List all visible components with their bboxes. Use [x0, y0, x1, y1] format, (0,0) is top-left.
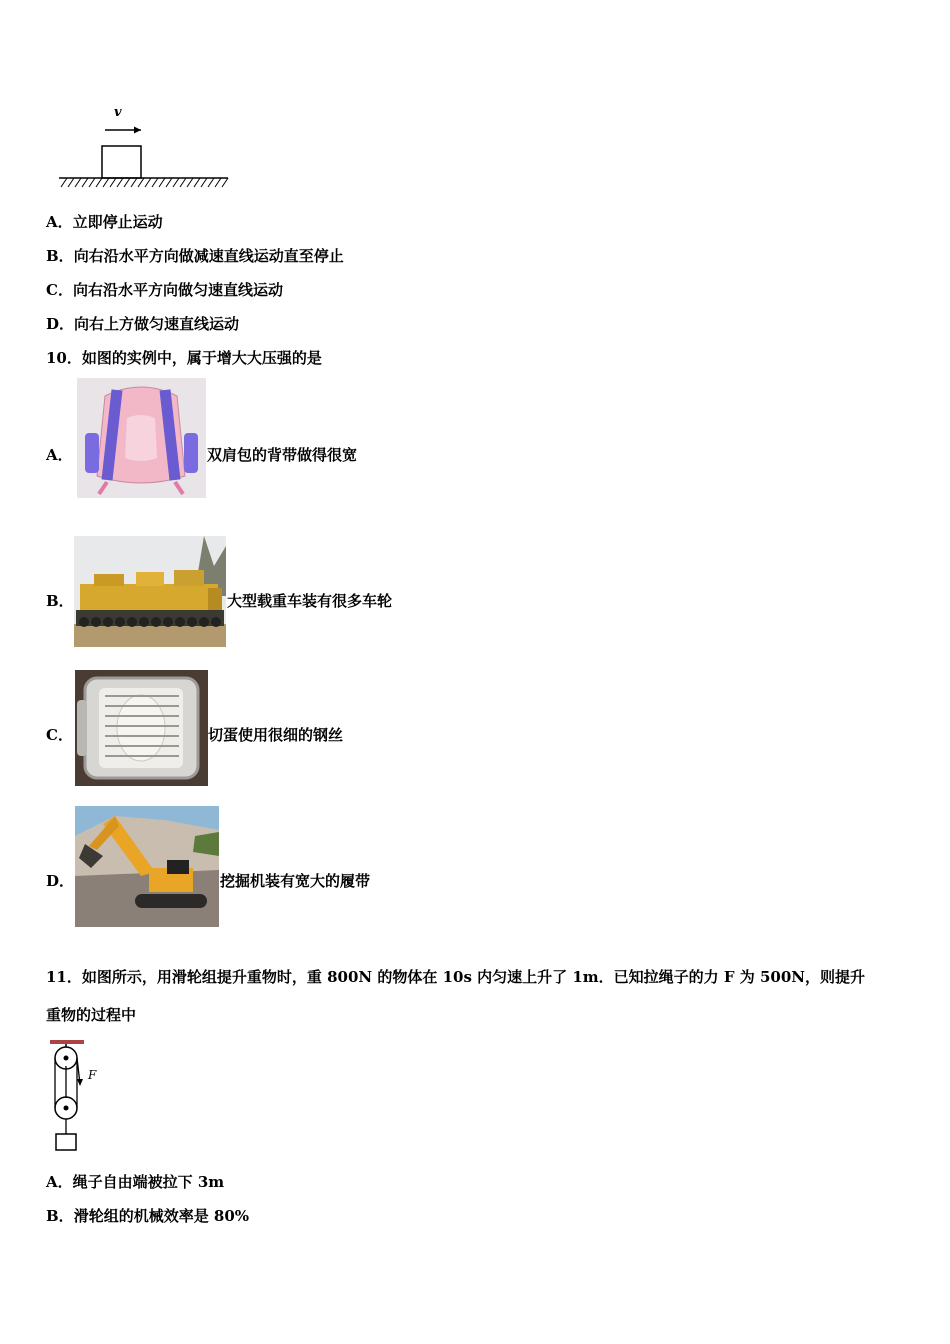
backpack-photo: [77, 378, 206, 498]
q10-option-d-text: 挖掘机装有宽大的履带: [220, 872, 371, 890]
q11-stem-line2: 重物的过程中: [46, 1006, 137, 1024]
q10-option-b-label: B．: [46, 592, 74, 610]
q9-option-b: B．向右沿水平方向做减速直线运动直至停止: [46, 247, 344, 265]
block-on-ground-figure: [55, 105, 235, 190]
q10-option-b-text: 大型载重车装有很多车轮: [227, 592, 393, 610]
q10-stem: 10．如图的实例中，属于增大大压强的是: [46, 349, 322, 367]
velocity-label: v: [114, 105, 122, 120]
q9-option-d: D．向右上方做匀速直线运动: [46, 315, 240, 333]
force-label: F: [88, 1068, 97, 1082]
egg-slicer-photo: [75, 670, 208, 786]
excavator-photo: [75, 806, 219, 927]
q11-option-b: B．滑轮组的机械效率是 80%: [46, 1207, 250, 1225]
q10-option-a-text: 双肩包的背带做得很宽: [207, 446, 358, 464]
q9-option-c: C．向右沿水平方向做匀速直线运动: [46, 281, 283, 299]
pulley-system-figure: [40, 1036, 110, 1156]
q10-option-c-text: 切蛋使用很细的钢丝: [208, 726, 344, 744]
q11-stem-line1: 11．如图所示，用滑轮组提升重物时，重 800N 的物体在 10s 内匀速上升了 1m．已知拉绳子的力 F 为 500N，则提升: [46, 968, 865, 986]
heavy-truck-photo: [74, 536, 226, 647]
q10-option-c-label: C．: [46, 726, 73, 744]
q10-option-a-label: A．: [46, 446, 73, 464]
q11-option-a: A．绳子自由端被拉下 3m: [46, 1173, 225, 1191]
q10-option-d-label: D．: [46, 872, 75, 890]
q9-option-a: A．立即停止运动: [46, 213, 163, 231]
